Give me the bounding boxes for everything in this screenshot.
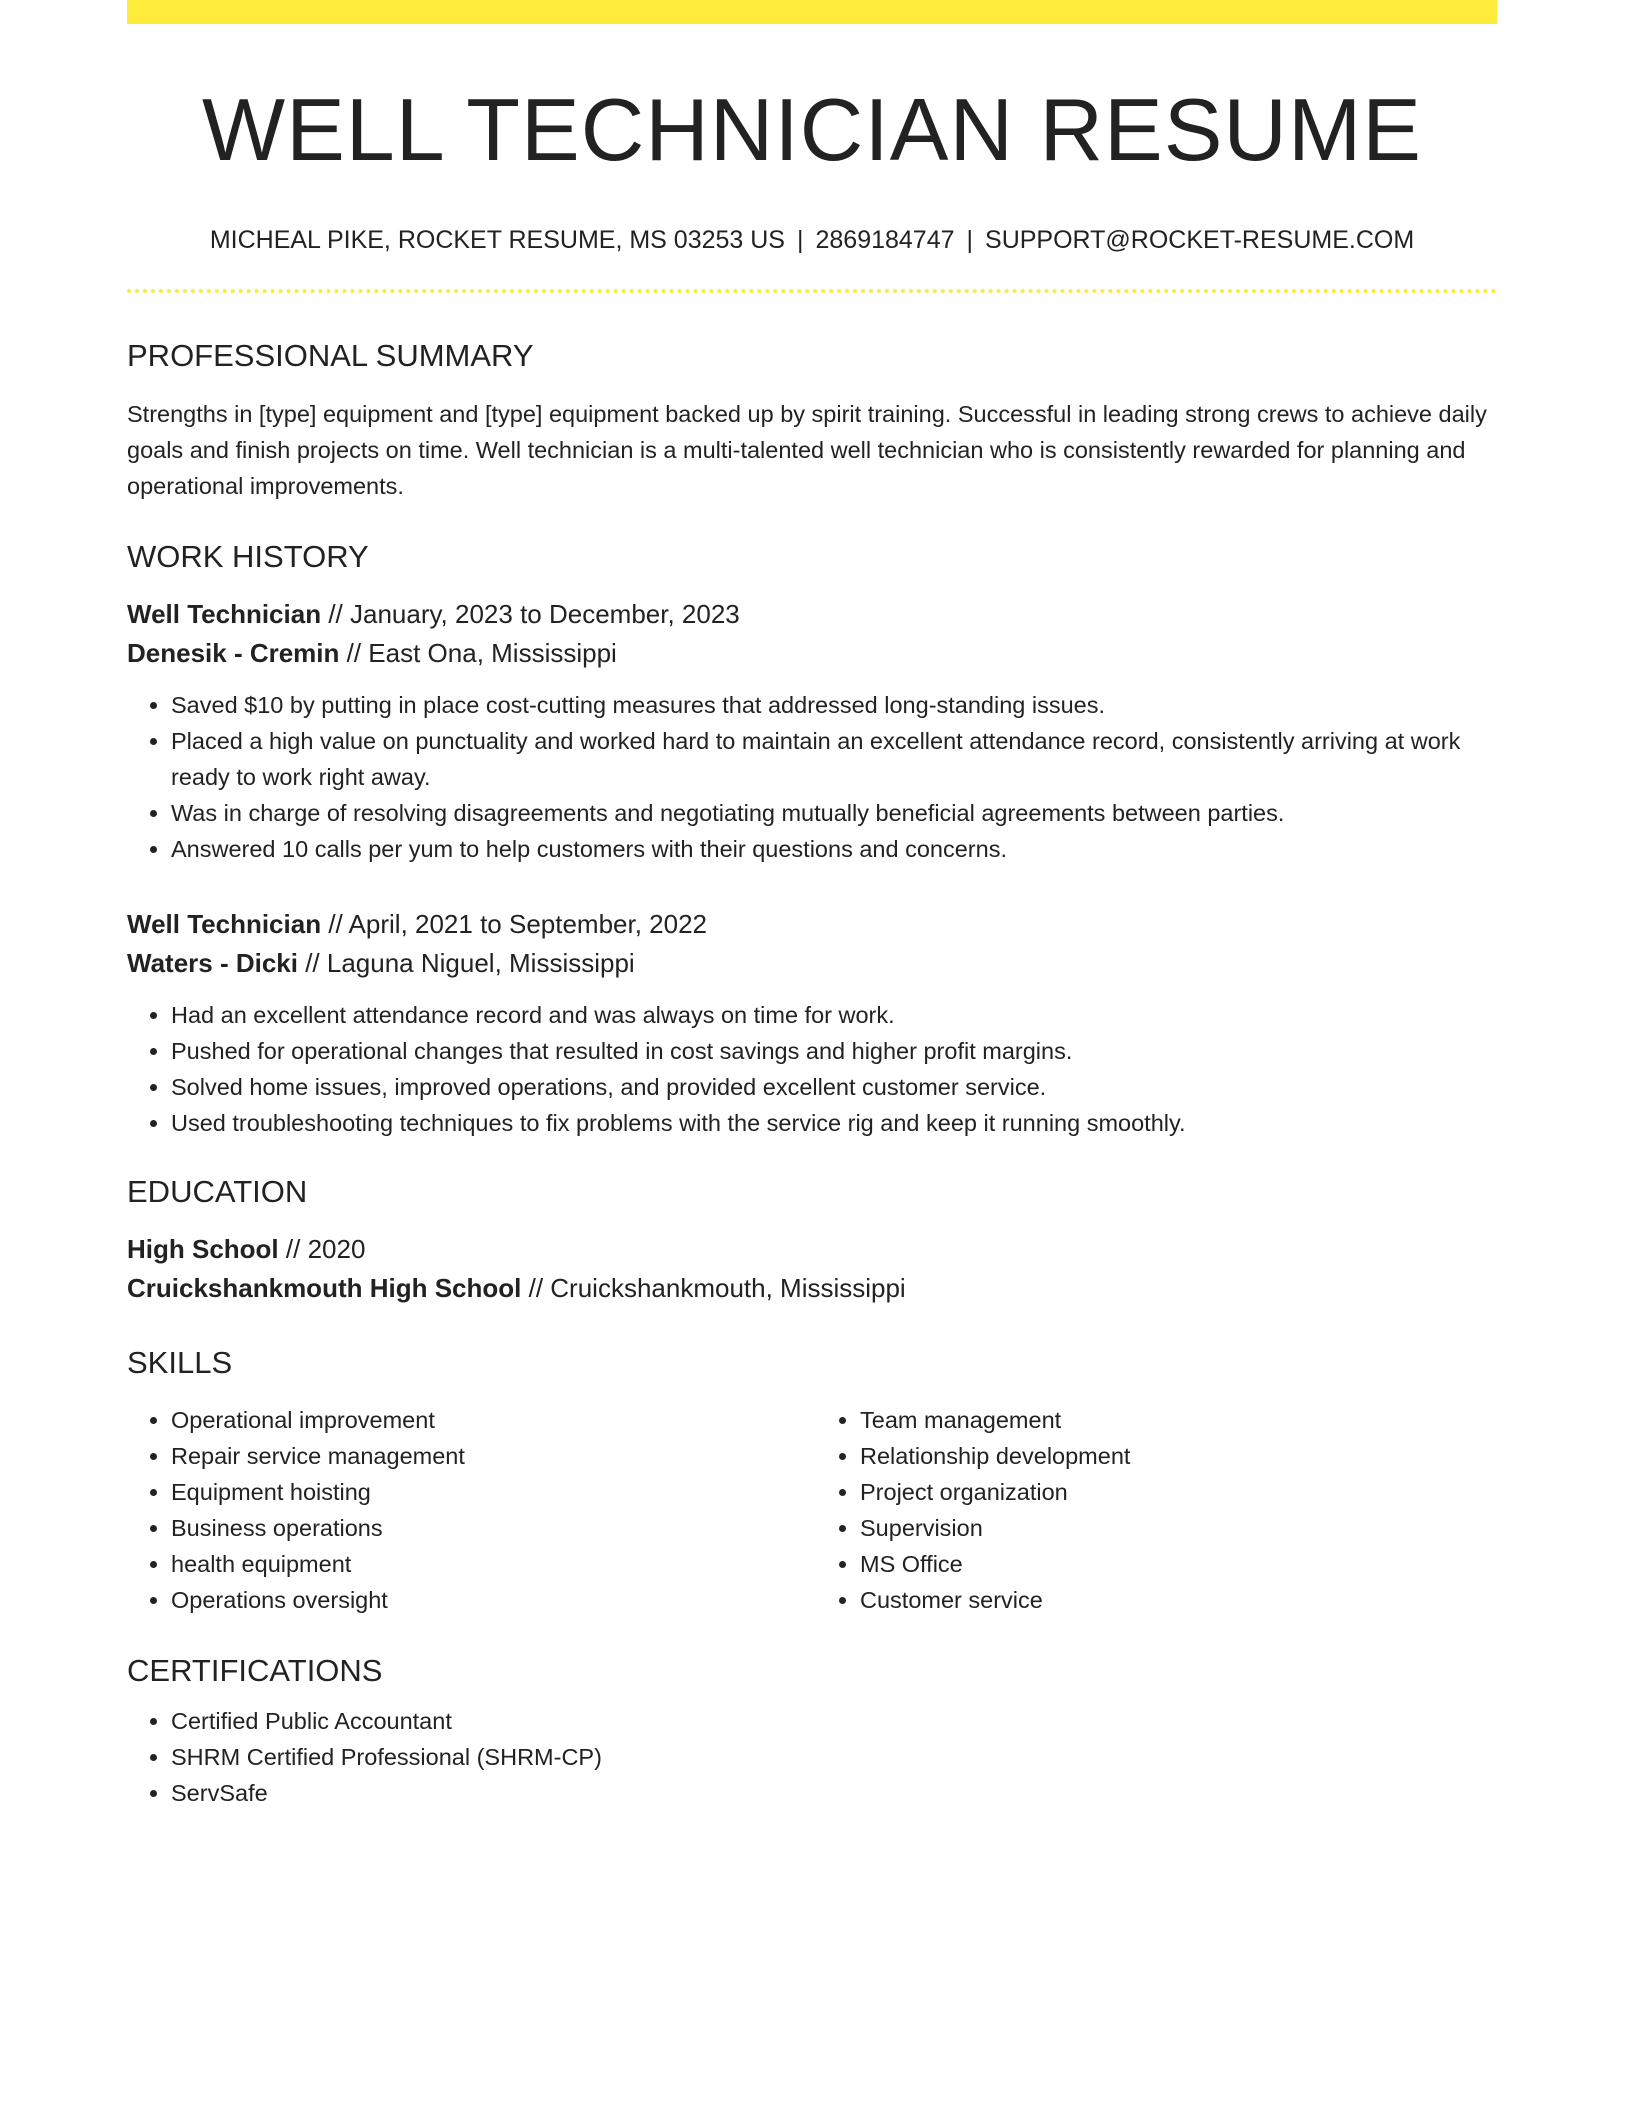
- skill-item: • Operations oversight: [171, 1582, 812, 1618]
- contact-address: MICHEAL PIKE, ROCKET RESUME, MS 03253 US: [209, 225, 785, 254]
- certification-item: • Certified Public Accountant: [171, 1703, 1497, 1739]
- job-company: Denesik - Cremin: [127, 638, 340, 669]
- job-bullet: • Solved home issues, improved operations, and provided excellent customer service.: [171, 1069, 1497, 1105]
- education-school-line: [127, 1269, 1497, 1308]
- skill-item: • Equipment hoisting: [171, 1474, 812, 1510]
- job-bullet: • Had an excellent attendance record and was always on time for work.: [171, 997, 1497, 1033]
- job-company: Waters - Dicki: [127, 948, 298, 979]
- job-bullet: • Used troubleshooting techniques to fix problems with the service rig and keep it running smoothly.: [171, 1105, 1497, 1141]
- education-school: Cruickshankmouth High School: [127, 1273, 522, 1304]
- resume-title: WELL TECHNICIAN RESUME: [202, 80, 1422, 179]
- certifications-list: [127, 1703, 1497, 1811]
- job-bullet: • Saved $10 by putting in place cost-cutting measures that addressed long-standing issues.: [171, 687, 1497, 723]
- job-dates: // April, 2021 to September, 2022: [321, 909, 708, 940]
- job-title-line: [127, 595, 1497, 634]
- skill-item: • Supervision: [860, 1510, 1497, 1546]
- job-title-line: [127, 905, 1497, 944]
- skills-column-left: [127, 1402, 812, 1618]
- job-bullets: [127, 687, 1497, 867]
- skill-item: • Customer service: [860, 1582, 1497, 1618]
- job-bullet: • Was in charge of resolving disagreements and negotiating mutually beneficial agreements between parties.: [171, 795, 1497, 831]
- skill-item: • Operational improvement: [171, 1402, 812, 1438]
- job-entry: [127, 595, 1497, 867]
- skill-item: • Repair service management: [171, 1438, 812, 1474]
- dotted-divider: [127, 289, 1497, 293]
- contact-email: SUPPORT@ROCKET-RESUME.COM: [985, 225, 1415, 254]
- resume-page: [127, 0, 1497, 1811]
- work-history-heading: WORK HISTORY: [127, 538, 369, 574]
- education-heading: EDUCATION: [127, 1174, 308, 1210]
- education-degree: High School: [127, 1234, 279, 1265]
- education-year: // 2020: [278, 1234, 366, 1265]
- job-bullet: • Answered 10 calls per yum to help customers with their questions and concerns.: [171, 831, 1497, 867]
- job-company-line: [127, 634, 1497, 673]
- education-location: // Cruickshankmouth, Mississippi: [521, 1273, 906, 1304]
- job-location: // Laguna Niguel, Mississippi: [297, 948, 635, 979]
- job-location: // East Ona, Mississippi: [339, 638, 617, 669]
- job-bullet: • Pushed for operational changes that resulted in cost savings and higher profit margins.: [171, 1033, 1497, 1069]
- skills-heading: SKILLS: [127, 1345, 233, 1381]
- education-degree-line: [127, 1230, 1497, 1269]
- accent-top-bar: [127, 0, 1497, 24]
- skill-item: • health equipment: [171, 1546, 812, 1582]
- certification-item: • ServSafe: [171, 1775, 1497, 1811]
- summary-text: Strengths in [type] equipment and [type] equipment backed up by spirit training. Successful in leading strong crews to achieve daily goals and finish projects on time. Well technician is a multi-talented well technician who is consistently rewarded for planning and operational improvements.: [127, 400, 1487, 499]
- skill-item: • Business operations: [171, 1510, 812, 1546]
- summary-heading: PROFESSIONAL SUMMARY: [127, 337, 534, 373]
- skill-item: • Project organization: [860, 1474, 1497, 1510]
- contact-line: [127, 225, 1497, 255]
- skills-grid: [127, 1402, 1497, 1618]
- skill-item: • Relationship development: [860, 1438, 1497, 1474]
- job-bullets: [127, 997, 1497, 1141]
- contact-separator: |: [966, 225, 974, 254]
- certification-item: • SHRM Certified Professional (SHRM-CP): [171, 1739, 1497, 1775]
- skills-column-right: [812, 1402, 1497, 1618]
- contact-separator: |: [796, 225, 804, 254]
- skill-item: • Team management: [860, 1402, 1497, 1438]
- education-entry: [127, 1230, 1497, 1308]
- contact-phone: 2869184747: [815, 225, 955, 254]
- job-entry: [127, 905, 1497, 1141]
- job-company-line: [127, 944, 1497, 983]
- certifications-heading: CERTIFICATIONS: [127, 1652, 383, 1688]
- job-title: Well Technician: [127, 599, 322, 630]
- job-dates: // January, 2023 to December, 2023: [321, 599, 740, 630]
- job-title: Well Technician: [127, 909, 322, 940]
- job-bullet: • Placed a high value on punctuality and worked hard to maintain an excellent attendance record, consistently arriving at work ready to work right away.: [171, 723, 1497, 795]
- skill-item: • MS Office: [860, 1546, 1497, 1582]
